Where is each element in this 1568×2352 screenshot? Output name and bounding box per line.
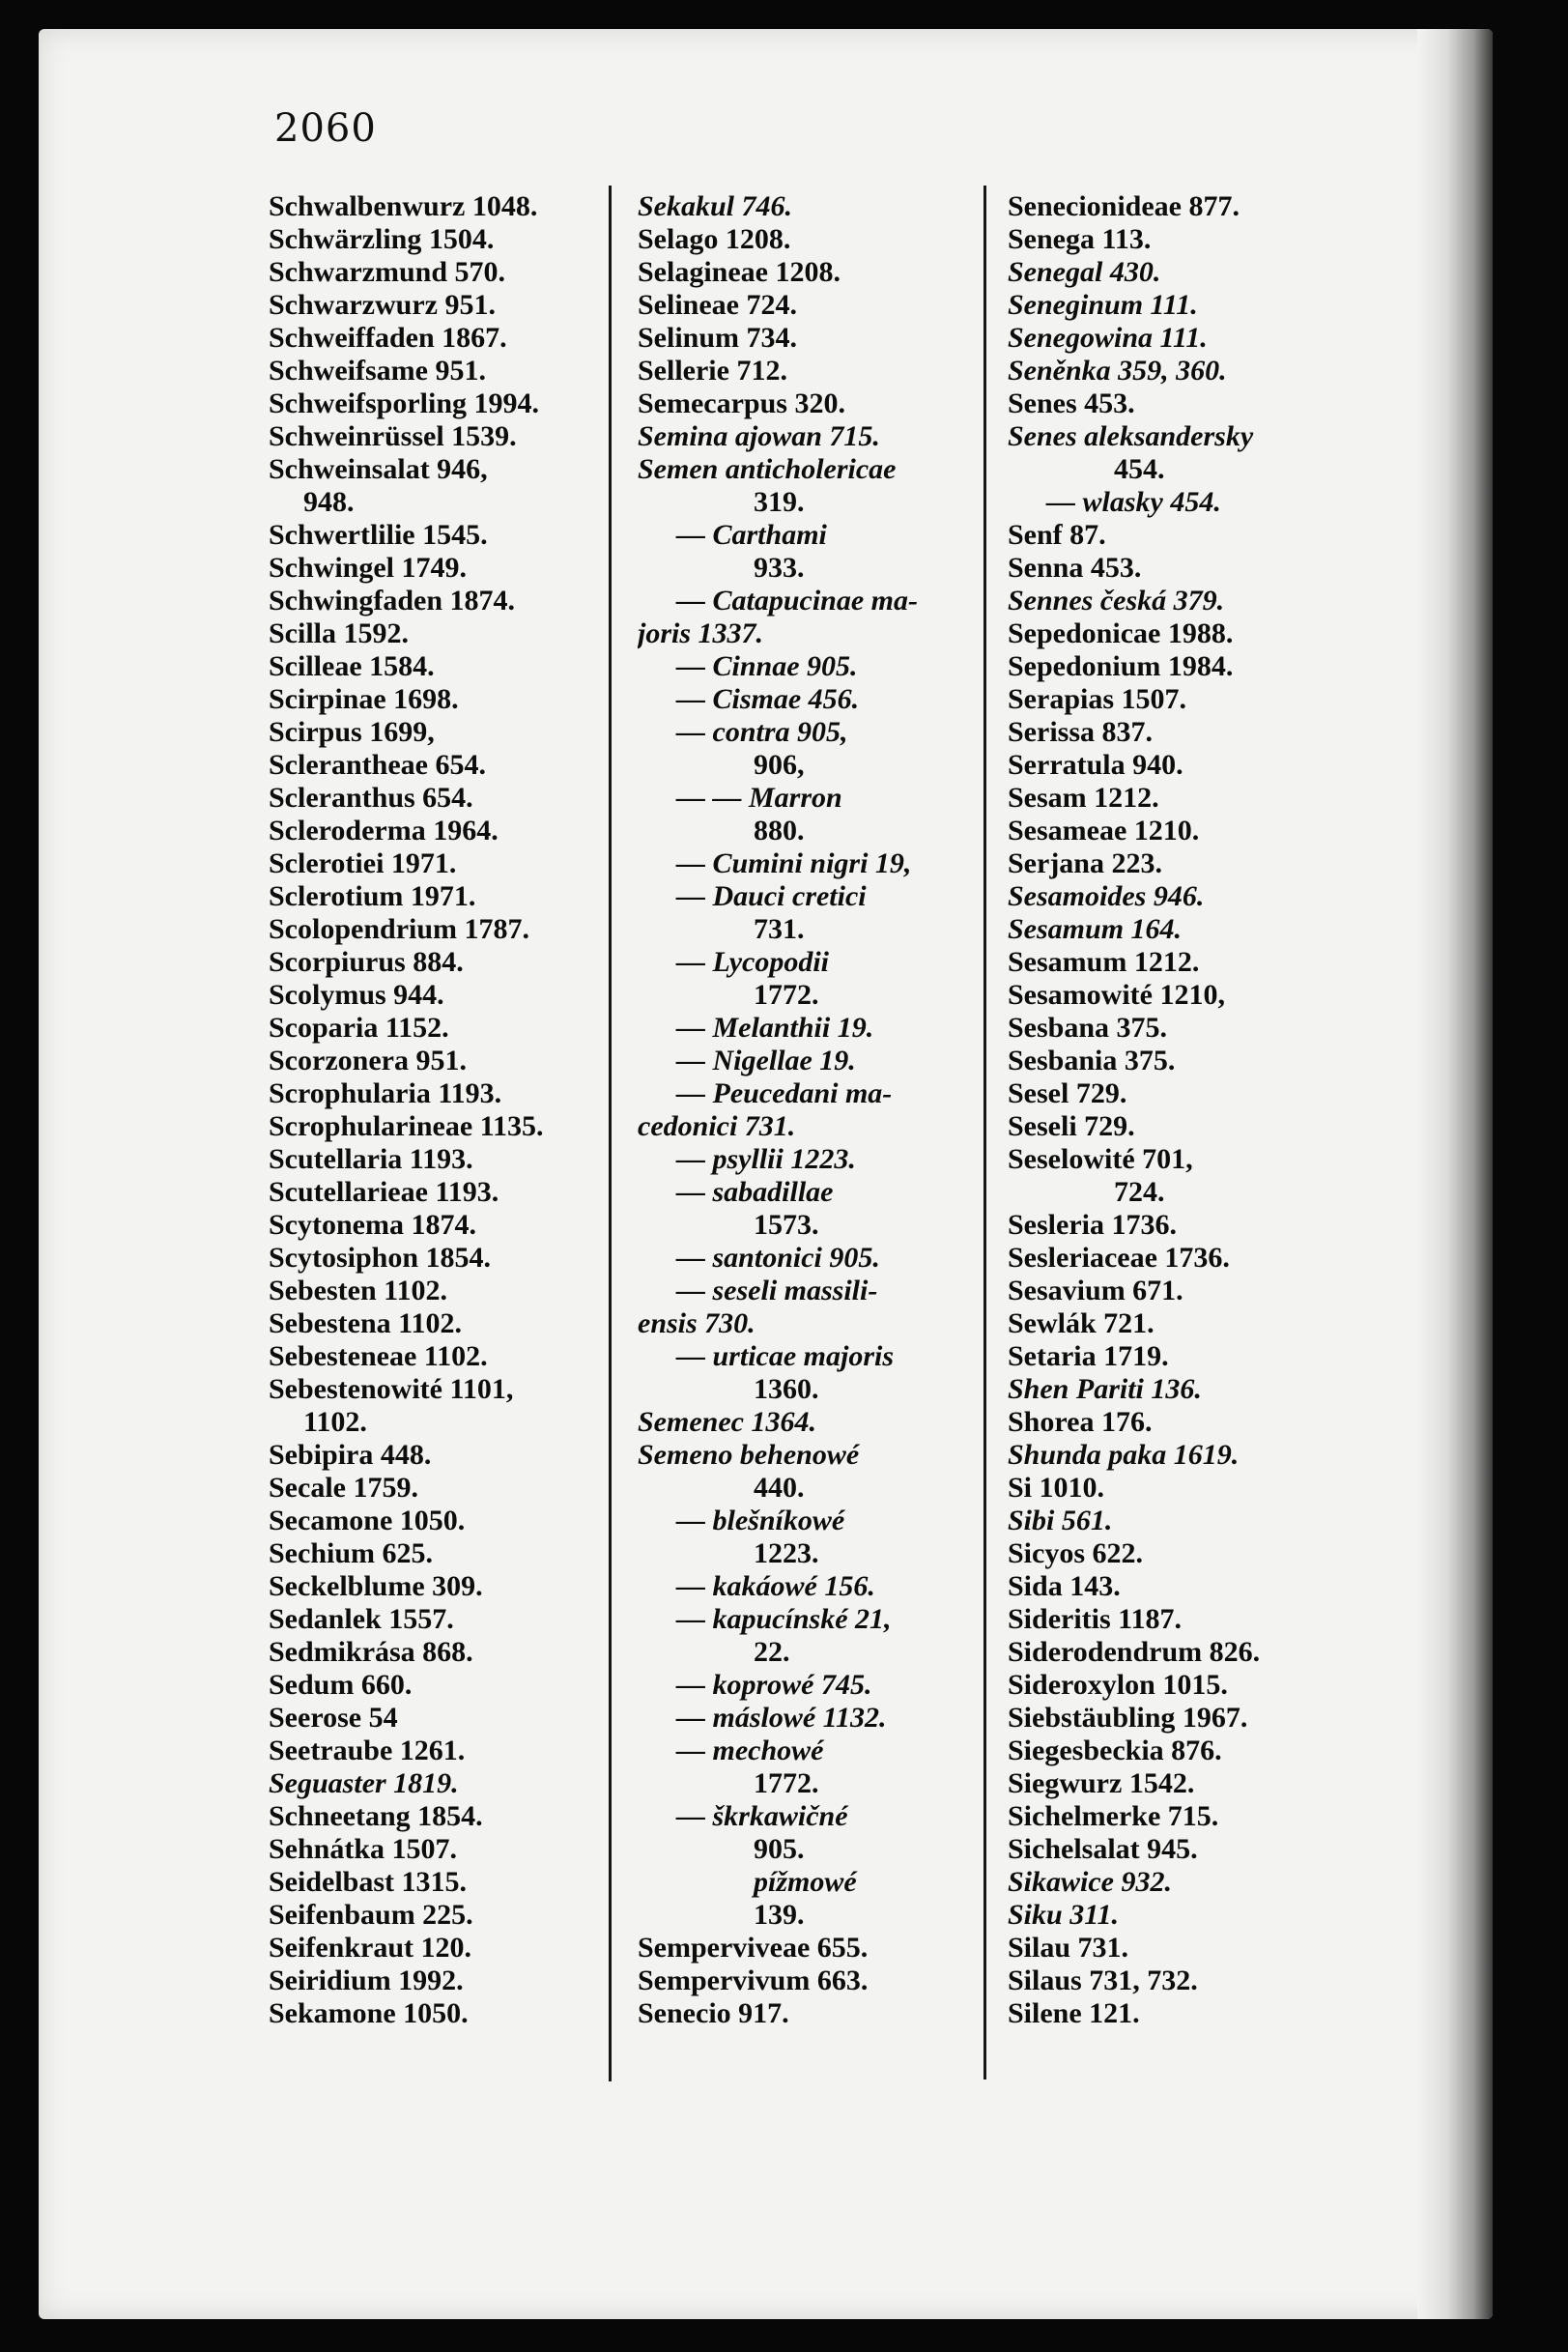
index-column-2 — [638, 190, 1024, 2030]
index-entry: Sesel 729. — [1008, 1077, 1127, 1109]
index-entry: — seseli massili- — [676, 1275, 878, 1306]
index-entry: Sehnátka 1507. — [269, 1833, 458, 1865]
index-entry: Schwärzling 1504. — [269, 223, 495, 255]
index-entry: Seifenbaum 225. — [269, 1899, 473, 1931]
index-entry: — Peucedani ma- — [676, 1077, 893, 1109]
index-entry: Sikawice 932. — [1008, 1866, 1172, 1898]
index-entry: Selagineae 1208. — [638, 256, 841, 288]
index-entry: 1772. — [754, 1767, 819, 1799]
index-entry: — contra 905, — [676, 716, 848, 748]
index-entry: Senes 453. — [1008, 387, 1135, 419]
index-entry: Scirpus 1699, — [269, 716, 435, 748]
index-entry: Sempervivеae 655. — [638, 1932, 869, 1964]
index-entry: Sepedonium 1984. — [1008, 650, 1234, 682]
index-entry: — Carthami — [676, 519, 827, 551]
index-entry: — kapucínské 21, — [676, 1603, 892, 1635]
index-entry: Seerose 54 — [269, 1702, 398, 1734]
index-entry: — Lycopodii — [676, 946, 830, 978]
index-entry: — Melanthii 19. — [676, 1012, 874, 1044]
index-entry: Scutellarieae 1193. — [269, 1176, 499, 1208]
index-entry: Sesamum 1212. — [1008, 946, 1200, 978]
index-entry: 880. — [754, 815, 805, 846]
index-entry: cedonici 731. — [638, 1110, 796, 1142]
index-entry: Scirpinae 1698. — [269, 683, 459, 715]
index-entry: Schwingel 1749. — [269, 552, 468, 584]
index-entry: Sepedonicae 1988. — [1008, 617, 1234, 649]
index-entry: — mechowé — [676, 1735, 824, 1766]
index-entry: Sechium 625. — [269, 1537, 434, 1569]
index-entry: Shorea 176. — [1008, 1406, 1153, 1438]
index-entry: 724. — [1114, 1176, 1165, 1208]
index-entry: Serratula 940. — [1008, 749, 1183, 781]
index-entry: Sesbana 375. — [1008, 1012, 1168, 1044]
index-entry: Sesleria 1736. — [1008, 1209, 1177, 1241]
index-entry: — Dauci cretici — [676, 880, 867, 912]
index-entry: Sempervivum 663. — [638, 1965, 869, 1996]
index-entry: 454. — [1114, 453, 1165, 485]
index-entry: Scorzonera 951. — [269, 1045, 467, 1076]
index-entry: Schwarzmund 570. — [269, 256, 506, 288]
index-entry: Sesamum 164. — [1008, 913, 1183, 945]
index-entry: Senf 87. — [1008, 519, 1106, 551]
index-entry: Seidelbast 1315. — [269, 1866, 468, 1898]
index-entry: Sibi 561. — [1008, 1505, 1113, 1536]
index-entry: Schwalbenwurz 1048. — [269, 190, 538, 222]
index-entry: — Cumini nigri 19, — [676, 847, 912, 879]
index-entry: Sebestenowité 1101, — [269, 1373, 514, 1405]
index-entry: — Cismae 456. — [676, 683, 860, 715]
index-entry: Serissa 837. — [1008, 716, 1153, 748]
index-entry: — wlasky 454. — [1046, 486, 1221, 518]
page-binding-shadow — [1417, 29, 1493, 2319]
index-entry: Seifenkraut 120. — [269, 1932, 471, 1964]
index-entry: Sedum 660. — [269, 1669, 413, 1701]
index-entry: 731. — [754, 913, 805, 945]
index-entry: Sicyos 622. — [1008, 1537, 1144, 1569]
index-entry: Seiridium 1992. — [269, 1965, 464, 1996]
index-entry: 905. — [754, 1833, 805, 1865]
index-entry: Scrophularia 1193. — [269, 1077, 502, 1109]
index-entry: Senecio 917. — [638, 1997, 789, 2029]
index-entry: Semenec 1364. — [638, 1406, 816, 1438]
index-entry: — máslowé 1132. — [676, 1702, 887, 1734]
index-entry: Semecarpus 320. — [638, 387, 845, 419]
index-entry: 1772. — [754, 979, 819, 1011]
index-entry: Si 1010. — [1008, 1472, 1105, 1504]
index-entry: Senna 453. — [1008, 552, 1142, 584]
index-entry: Seetraube 1261. — [269, 1735, 466, 1766]
index-entry: Scolymus 944. — [269, 979, 444, 1011]
index-entry: Scoparia 1152. — [269, 1012, 449, 1044]
index-entry: Semeno behenowé — [638, 1439, 860, 1471]
index-entry: Schweinrüssel 1539. — [269, 420, 517, 452]
index-entry: 22. — [754, 1636, 790, 1668]
index-entry: Scutellaria 1193. — [269, 1143, 473, 1175]
index-entry: — Catapucinae ma- — [676, 585, 919, 617]
index-entry: Seseli 729. — [1008, 1110, 1135, 1142]
index-entry: 1102. — [303, 1406, 367, 1438]
index-entry: 319. — [754, 486, 805, 518]
index-entry: Scrophularineae 1135. — [269, 1110, 544, 1142]
index-entry: — sabadillae — [676, 1176, 834, 1208]
index-entry: Seněnka 359, 360. — [1008, 355, 1227, 387]
index-column-3 — [1008, 190, 1413, 2030]
index-entry: Sesameae 1210. — [1008, 815, 1200, 846]
index-entry: Schweinsalat 946, — [269, 453, 488, 485]
index-entry: — Nigellae 19. — [676, 1045, 856, 1076]
index-entry: Sebipira 448. — [269, 1439, 432, 1471]
index-entry: Sellerie 712. — [638, 355, 787, 387]
index-entry: Schweifsporling 1994. — [269, 387, 540, 419]
index-entry: — kakáowé 156. — [676, 1570, 875, 1602]
index-entry: Selago 1208. — [638, 223, 791, 255]
index-entry: Scorpiurus 884. — [269, 946, 464, 978]
index-entry: Sichelmerke 715. — [1008, 1800, 1219, 1832]
index-entry: Semina ajowan 715. — [638, 420, 880, 452]
index-entry: Sebesteneae 1102. — [269, 1340, 488, 1372]
index-entry: — santonici 905. — [676, 1242, 880, 1274]
page-number: 2060 — [274, 106, 377, 151]
index-entry: 1573. — [754, 1209, 819, 1241]
index-entry: Senega 113. — [1008, 223, 1152, 255]
index-entry: Sclerantheae 654. — [269, 749, 486, 781]
index-entry: Scytosiphon 1854. — [269, 1242, 492, 1274]
index-entry: 906, — [754, 749, 805, 781]
index-entry: Sesamoides 946. — [1008, 880, 1205, 912]
index-entry: Serapias 1507. — [1008, 683, 1187, 715]
index-entry: — koprowé 745. — [676, 1669, 872, 1701]
index-entry: Secamone 1050. — [269, 1505, 466, 1536]
index-entry: — psyllii 1223. — [676, 1143, 856, 1175]
index-entry: — Cinnae 905. — [676, 650, 858, 682]
index-entry: Sichelsalat 945. — [1008, 1833, 1198, 1865]
index-entry: Sesam 1212. — [1008, 782, 1159, 814]
index-entry: ensis 730. — [638, 1307, 755, 1339]
index-entry: Scytonema 1874. — [269, 1209, 476, 1241]
index-entry: Scolopendrium 1787. — [269, 913, 530, 945]
index-entry: Siebstäubling 1967. — [1008, 1702, 1248, 1734]
index-entry: Senes aleksandersky — [1008, 420, 1254, 452]
index-entry: Schweiffaden 1867. — [269, 322, 507, 354]
index-entry: Seneginum 111. — [1008, 289, 1198, 321]
index-entry: joris 1337. — [638, 617, 764, 649]
index-entry: Sewlák 721. — [1008, 1307, 1155, 1339]
index-entry: Silau 731. — [1008, 1932, 1129, 1964]
index-entry: Senegal 430. — [1008, 256, 1161, 288]
index-entry: pížmowé — [754, 1866, 857, 1898]
index-entry: 1360. — [754, 1373, 819, 1405]
index-entry: 933. — [754, 552, 805, 584]
index-entry: Senecionideae 877. — [1008, 190, 1240, 222]
index-entry: Scilla 1592. — [269, 617, 410, 649]
index-entry: Scilleae 1584. — [269, 650, 435, 682]
index-entry: Shen Pariti 136. — [1008, 1373, 1202, 1405]
index-entry: Scleranthus 654. — [269, 782, 473, 814]
index-entry: 139. — [754, 1899, 805, 1931]
index-entry: Semen anticholericae — [638, 453, 897, 485]
index-entry: Siegesbeckia 876. — [1008, 1735, 1222, 1766]
index-entry: — škrkawičné — [676, 1800, 848, 1832]
index-entry: Seguaster 1819. — [269, 1767, 459, 1799]
index-entry: Sekakul 746. — [638, 190, 793, 222]
index-entry: Siegwurz 1542. — [1008, 1767, 1195, 1799]
index-entry: Schwingfaden 1874. — [269, 585, 516, 617]
index-entry: — — Marron — [676, 782, 842, 814]
index-entry: Scleroderma 1964. — [269, 815, 499, 846]
index-entry: Serjana 223. — [1008, 847, 1162, 879]
index-entry: — blešníkowé — [676, 1505, 845, 1536]
index-entry: Sideroxylon 1015. — [1008, 1669, 1228, 1701]
index-entry: Sesleriaceae 1736. — [1008, 1242, 1230, 1274]
index-entry: Sennes česká 379. — [1008, 585, 1225, 617]
index-entry: Senegowina 111. — [1008, 322, 1208, 354]
index-entry: Secale 1759. — [269, 1472, 418, 1504]
index-entry: Schwertlilie 1545. — [269, 519, 488, 551]
index-entry: 1223. — [754, 1537, 819, 1569]
index-entry: Schwarzwurz 951. — [269, 289, 496, 321]
index-entry: Sesavium 671. — [1008, 1275, 1183, 1306]
index-entry: Selinum 734. — [638, 322, 798, 354]
index-entry: Seselowité 701, — [1008, 1143, 1193, 1175]
index-entry: Sebesten 1102. — [269, 1275, 448, 1306]
index-entry: Siku 311. — [1008, 1899, 1120, 1931]
index-entry: Sida 143. — [1008, 1570, 1121, 1602]
index-entry: — urticae majoris — [676, 1340, 895, 1372]
index-entry: Sebestena 1102. — [269, 1307, 463, 1339]
index-entry: Selineae 724. — [638, 289, 797, 321]
index-entry: Siderodendrum 826. — [1008, 1636, 1261, 1668]
index-entry: Shunda paka 1619. — [1008, 1439, 1240, 1471]
index-entry: Sedmikrása 868. — [269, 1636, 473, 1668]
index-entry: Setaria 1719. — [1008, 1340, 1169, 1372]
index-entry: Sedanlek 1557. — [269, 1603, 454, 1635]
index-entry: Sesamowité 1210, — [1008, 979, 1225, 1011]
index-entry: Silaus 731, 732. — [1008, 1965, 1198, 1996]
index-column-1 — [269, 190, 645, 2030]
index-entry: Sclerotiei 1971. — [269, 847, 457, 879]
index-entry: Sideritis 1187. — [1008, 1603, 1183, 1635]
index-entry: Schweifsame 951. — [269, 355, 486, 387]
index-entry: Silene 121. — [1008, 1997, 1140, 2029]
index-entry: 440. — [754, 1472, 805, 1504]
index-entry: Sekamone 1050. — [269, 1997, 469, 2029]
index-entry: Schneetang 1854. — [269, 1800, 483, 1832]
index-entry: Sclerotium 1971. — [269, 880, 476, 912]
index-entry: Sesbania 375. — [1008, 1045, 1176, 1076]
index-entry: 948. — [303, 486, 355, 518]
index-entry: Seckelblume 309. — [269, 1570, 483, 1602]
